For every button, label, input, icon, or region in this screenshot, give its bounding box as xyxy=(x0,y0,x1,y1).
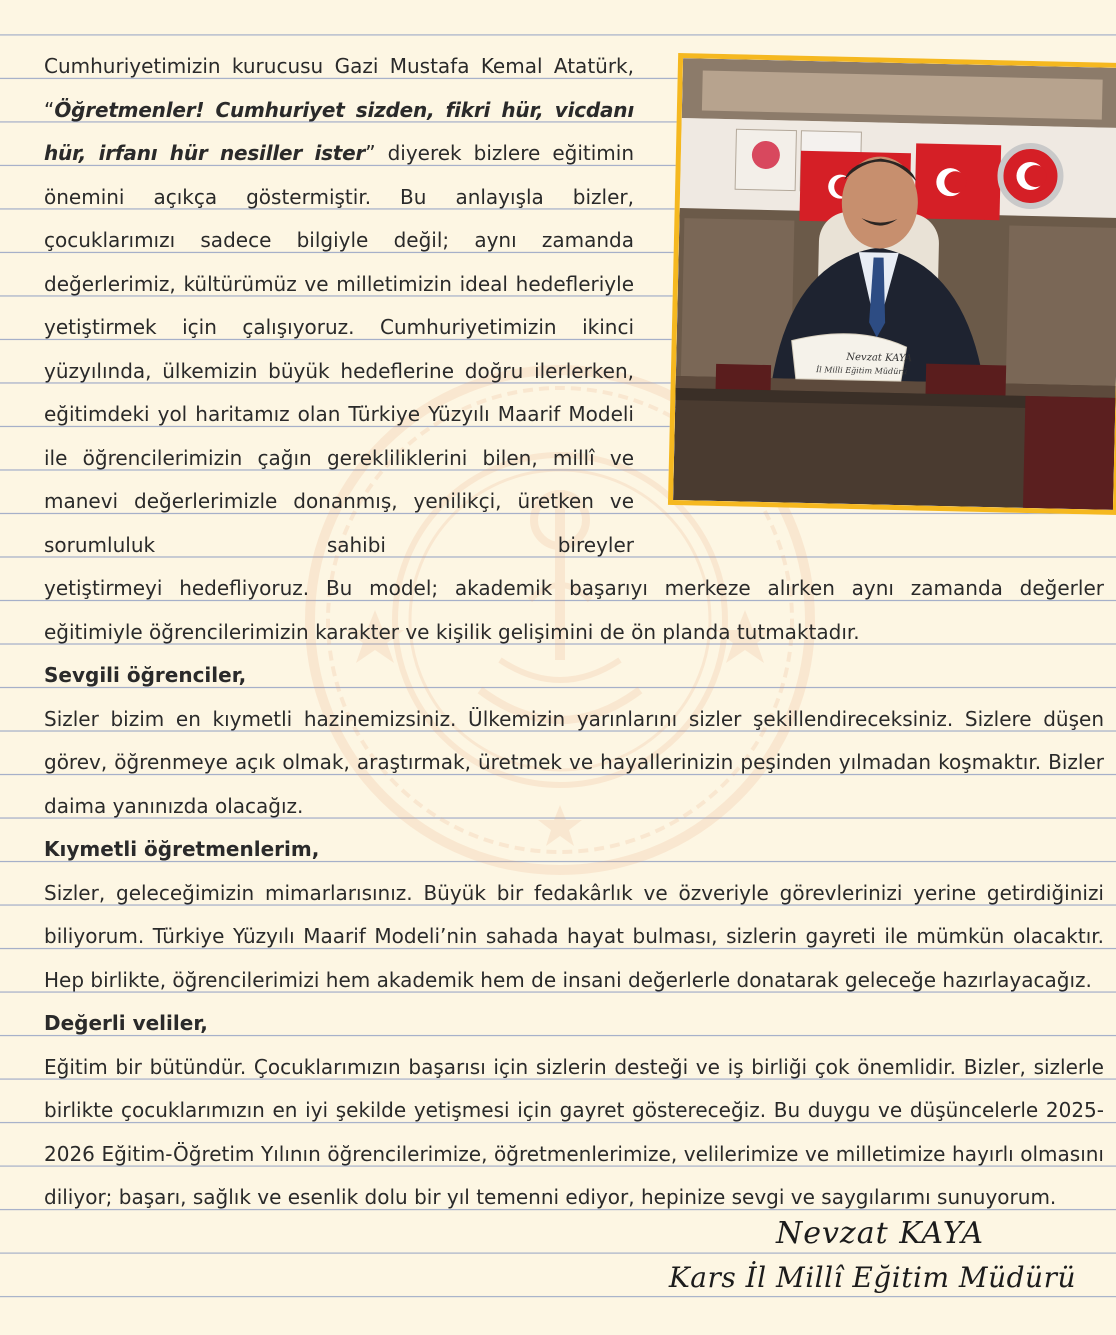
ataturk-quote: Öğretmenler! Cumhuriyet sizden, fikri hür, vicdanı hür, irfanı hür nesiller ister xyxy=(44,97,634,165)
signature-name: Nevzat KAYA xyxy=(775,1216,984,1251)
intro-rest: diyerek bizlere eğitimin önemini açıkça göstermiştir. Bu anlayışla bizler, çocuklarımızı sadece bilgiyle değil; aynı zamanda değerlerimiz, kültürümüz ve milletimizin ideal hedefleriyle yetiştirmek için çalışıyoruz. Cumhuriyetimizin ikinci yüzyılında, ülkemizin büyük hedeflerine doğru ilerlerken, eğitimdeki yol haritamız olan Türkiye Yüzyılı Maarif Modeli ile öğrencilerimizin çağın gerekliliklerini bilen, millî ve manevi değerlerimizle donanmış, yenilikçi, üretken ve sorumluluk sahibi bireyler xyxy=(44,141,634,557)
desk-plate-title: İl Milli Eğitim Müdürü xyxy=(815,365,908,377)
letter-body xyxy=(44,45,1104,1220)
intro-paragraph xyxy=(44,45,634,567)
teachers-body: Sizler, geleceğimizin mimarlarısınız. Büyük bir fedakârlık ve özveriyle görevlerinizi yerine getirdiğinizi biliyorum. Türkiye Yüzyılı Maarif Modeli’nin sahada hayat bulması, sizlerin gayreti ile mümkün olacaktır. Hep birlikte, öğrencilerimizi hem akademik hem de insani değerlerle donatarak geleceğe hazırlayacağız. xyxy=(44,880,1104,992)
quote-close: ” xyxy=(365,141,376,165)
intro-continued: yetiştirmeyi hedefliyoruz. Bu model; akademik başarıyı merkeze alırken aynı zamanda değerler eğitimiyle öğrencilerimizin karakter ve kişilik gelişimini de ön planda tutmaktadır. xyxy=(44,576,1104,644)
students-body: Sizler bizim en kıymetli hazinemizsiniz. Ülkemizin yarınlarını sizler şekillendireceksiniz. Sizlere düşen görev, öğrenmeye açık olmak, araştırmak, üretmek ve hayallerinizin peşinden yılmadan koşmaktır. Bizler daima yanınızda olacağız. xyxy=(44,706,1104,818)
parents-heading: Değerli veliler, xyxy=(44,1011,208,1035)
students-heading: Sevgili öğrenciler, xyxy=(44,663,247,687)
quote-open: “ xyxy=(44,97,55,122)
intro-line1: Cumhuriyetimizin kurucusu Gazi Mustafa Kemal Atatürk, xyxy=(44,54,634,78)
signature-block xyxy=(669,1212,1076,1300)
signature-title: Kars İl Millî Eğitim Müdürü xyxy=(668,1261,1076,1294)
parents-body: Eğitim bir bütündür. Çocuklarımızın başarısı için sizlerin desteği ve iş birliği çok önemlidir. Bizler, sizlerle birlikte çocuklarımızın en iyi şekilde yetişmesi için gayret göstereceğiz. Bu duygu ve düşüncelerle 2025-2026 Eğitim-Öğretim Yılının öğrencilerimize, öğretmenlerimize, velilerimize ve milletimize hayırlı olmasını diliyor; başarı, sağlık ve esenlik dolu bir yıl temenni ediyor, hepinize sevgi ve saygılarımı sunuyorum. xyxy=(44,1054,1104,1209)
teachers-heading: Kıymetli öğretmenlerim, xyxy=(44,837,320,861)
desk-plate-name: Nevzat KAYA xyxy=(846,351,913,365)
